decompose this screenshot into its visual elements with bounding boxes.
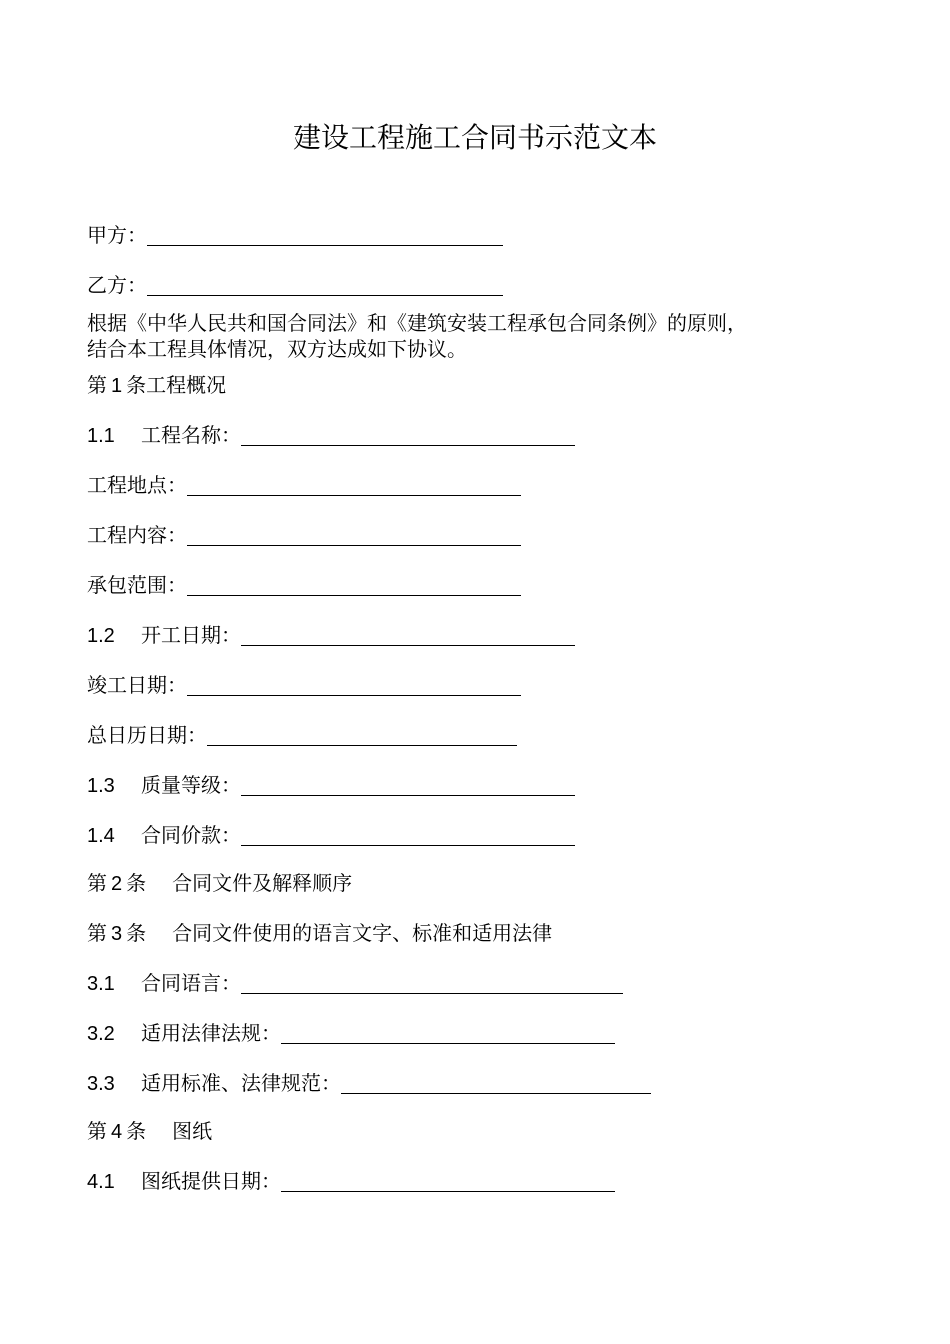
item-1-3-number: 1.3 xyxy=(87,775,115,797)
article-1-prefix: 第 xyxy=(87,373,107,397)
article-4-suffix: 条 xyxy=(126,1119,147,1143)
article-4-prefix: 第 xyxy=(87,1119,107,1143)
applicable-standards-blank[interactable] xyxy=(341,1071,651,1094)
project-name-blank[interactable] xyxy=(241,423,575,446)
item-1-2-number: 1.2 xyxy=(87,625,115,647)
party-a-label: 甲方： xyxy=(87,223,147,247)
item-1-2-label: 开工日期： xyxy=(141,623,241,647)
item-3-3-label: 适用标准、法律规范： xyxy=(141,1071,341,1095)
party-b-label: 乙方： xyxy=(87,273,147,297)
drawing-date-blank[interactable] xyxy=(281,1169,615,1192)
article-2-suffix: 条 xyxy=(126,871,147,895)
item-1-1-label: 工程名称： xyxy=(141,423,241,447)
project-location-blank[interactable] xyxy=(187,473,521,496)
project-content-field xyxy=(87,520,521,550)
article-1-number: 1 xyxy=(111,375,123,397)
item-3-2-number: 3.2 xyxy=(87,1023,115,1045)
item-3-1-label: 合同语言： xyxy=(141,971,241,995)
party-a-blank[interactable] xyxy=(147,223,503,246)
quality-grade-blank[interactable] xyxy=(241,773,575,796)
article-4-heading xyxy=(87,1116,212,1147)
item-3-2-label: 适用法律法规： xyxy=(141,1021,281,1045)
item-3-1-contract-language xyxy=(87,968,623,999)
article-3-text: 合同文件使用的语言文字、标准和适用法律 xyxy=(172,921,553,945)
contract-scope-label: 承包范围： xyxy=(87,573,187,597)
item-1-4-label: 合同价款： xyxy=(141,823,241,847)
article-3-number: 3 xyxy=(111,923,123,945)
article-3-suffix: 条 xyxy=(126,921,147,945)
article-1-text: 条工程概况 xyxy=(126,373,227,397)
total-days-blank[interactable] xyxy=(207,723,517,746)
article-3-prefix: 第 xyxy=(87,921,107,945)
item-4-1-drawing-date xyxy=(87,1166,615,1197)
preamble-paragraph xyxy=(87,310,887,362)
item-4-1-label: 图纸提供日期： xyxy=(141,1169,281,1193)
item-4-1-number: 4.1 xyxy=(87,1171,115,1193)
total-days-label: 总日历日期： xyxy=(87,723,207,747)
item-1-3-label: 质量等级： xyxy=(141,773,241,797)
party-b-blank[interactable] xyxy=(147,273,503,296)
party-a-field xyxy=(87,220,503,250)
start-date-blank[interactable] xyxy=(241,623,575,646)
item-3-2-applicable-laws xyxy=(87,1018,615,1049)
preamble-line-2: 结合本工程具体情况，双方达成如下协议。 xyxy=(87,337,467,361)
item-3-1-number: 3.1 xyxy=(87,973,115,995)
applicable-laws-blank[interactable] xyxy=(281,1021,615,1044)
item-1-1-number: 1.1 xyxy=(87,425,115,447)
completion-date-label: 竣工日期： xyxy=(87,673,187,697)
party-b-field xyxy=(87,270,503,300)
project-location-field xyxy=(87,470,521,500)
article-2-text: 合同文件及解释顺序 xyxy=(172,871,353,895)
article-3-heading xyxy=(87,918,552,949)
project-location-label: 工程地点： xyxy=(87,473,187,497)
completion-date-field xyxy=(87,670,521,700)
contract-scope-field xyxy=(87,570,521,600)
item-3-3-number: 3.3 xyxy=(87,1073,115,1095)
article-2-number: 2 xyxy=(111,873,123,895)
article-4-number: 4 xyxy=(111,1121,123,1143)
contract-scope-blank[interactable] xyxy=(187,573,521,596)
article-4-text: 图纸 xyxy=(172,1119,213,1143)
article-1-heading xyxy=(87,370,226,401)
contract-language-blank[interactable] xyxy=(241,971,623,994)
project-content-label: 工程内容： xyxy=(87,523,187,547)
item-3-3-applicable-standards xyxy=(87,1068,651,1099)
contract-price-blank[interactable] xyxy=(241,823,575,846)
completion-date-blank[interactable] xyxy=(187,673,521,696)
item-1-4-number: 1.4 xyxy=(87,825,115,847)
article-2-heading xyxy=(87,868,352,899)
item-1-2-start-date xyxy=(87,620,575,651)
item-1-3-quality-grade xyxy=(87,770,575,801)
item-1-4-contract-price xyxy=(87,820,575,851)
preamble-line-1: 根据《中华人民共和国合同法》和《建筑安装工程承包合同条例》的原则， xyxy=(87,311,747,335)
article-2-prefix: 第 xyxy=(87,871,107,895)
project-content-blank[interactable] xyxy=(187,523,521,546)
total-days-field xyxy=(87,720,517,750)
document-title: 建设工程施工合同书示范文本 xyxy=(292,121,657,154)
item-1-1-project-name xyxy=(87,420,575,451)
